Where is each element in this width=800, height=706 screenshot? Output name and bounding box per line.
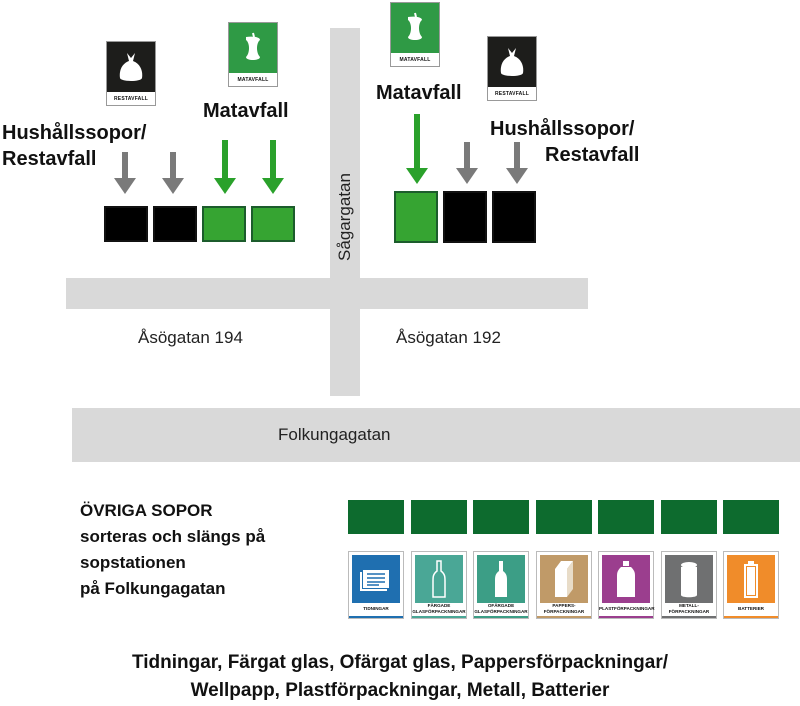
colored-glass-bottle-icon xyxy=(415,555,463,603)
heading-matavfall-left: Matavfall xyxy=(203,100,289,122)
station-sign-caption xyxy=(724,606,778,613)
clear-glass-bottle-icon xyxy=(477,555,525,603)
bin-restavfall-right-1 xyxy=(443,191,487,243)
ovriga-line4: på Folkungagatan xyxy=(80,579,226,598)
station-sign-stripe xyxy=(599,616,653,618)
road-asogatan xyxy=(66,278,588,309)
metal-can-icon xyxy=(665,555,713,603)
bin-matavfall-left-2 xyxy=(251,206,295,242)
station-sign-caption-line2: GLASFÖRPACKNINGAR xyxy=(412,608,466,614)
station-sign-caption-line1: OFÄRGADE xyxy=(487,603,515,608)
station-sign xyxy=(661,551,717,619)
trash-bag-icon xyxy=(488,37,536,87)
road-label-folkungagatan: Folkungagatan xyxy=(278,425,391,444)
station-sign-caption-line2: FÖRPACKNINGAR xyxy=(668,608,710,614)
matavfall-sign-left xyxy=(228,22,278,87)
restavfall-sign-right xyxy=(487,36,537,101)
road-label-sagargatan: Sågargatan xyxy=(335,173,354,261)
restavfall-sign-caption: RESTAVFALL xyxy=(494,90,530,97)
road-label-asogatan-194: Åsögatan 194 xyxy=(138,328,243,347)
bin-matavfall-left-1 xyxy=(202,206,246,242)
station-sign xyxy=(598,551,654,619)
station-sign xyxy=(348,551,404,619)
matavfall-sign-caption: MATAVFALL xyxy=(237,76,269,83)
station-container xyxy=(536,500,592,534)
station-sign xyxy=(723,551,779,619)
station-container xyxy=(723,500,779,534)
station-sign-stripe xyxy=(412,616,466,618)
arrow-green-2 xyxy=(262,140,284,194)
station-sign-caption-line2: GLASFÖRPACKNINGAR xyxy=(474,608,528,614)
station-container xyxy=(411,500,467,534)
station-sign-caption xyxy=(474,603,528,615)
apple-core-icon xyxy=(391,3,439,53)
station-sign-caption xyxy=(599,606,653,613)
matavfall-sign-caption: MATAVFALL xyxy=(399,56,431,63)
station-sign-caption-line1: BATTERIER xyxy=(738,606,764,611)
station-sign-caption-line1: FÄRGADE xyxy=(427,603,451,608)
station-sign-stripe xyxy=(474,616,528,618)
heading-restavfall-left-line1: Hushållssopor/ xyxy=(2,122,147,144)
arrow-grey-2 xyxy=(162,152,184,194)
battery-icon xyxy=(727,555,775,603)
restavfall-sign-left xyxy=(106,41,156,106)
station-sign-caption xyxy=(537,603,591,615)
station-sign-stripe xyxy=(537,616,591,618)
station-container xyxy=(598,500,654,534)
station-sign-caption xyxy=(412,603,466,615)
station-container xyxy=(348,500,404,534)
station-sign-caption-line1: PAPPERS- xyxy=(552,603,576,608)
footer-line2: Wellpapp, Plastförpackningar, Metall, Batterier xyxy=(190,680,610,701)
arrow-grey-3 xyxy=(456,142,478,184)
heading-restavfall-left-line2: Restavfall xyxy=(2,148,97,170)
station-sign-caption xyxy=(662,603,716,615)
trash-bag-icon xyxy=(107,42,155,92)
bin-matavfall-right-1 xyxy=(394,191,438,243)
heading-matavfall-right: Matavfall xyxy=(376,82,462,104)
apple-core-icon xyxy=(229,23,277,73)
station-container xyxy=(661,500,717,534)
footer-line1: Tidningar, Färgat glas, Ofärgat glas, Pappersförpackningar/ xyxy=(131,652,668,673)
station-sign-stripe xyxy=(349,616,403,618)
road-label-asogatan-192: Åsögatan 192 xyxy=(396,328,501,347)
station-sign xyxy=(411,551,467,619)
station-sign-caption-line1: TIDNINGAR xyxy=(363,606,389,611)
bin-restavfall-left-1 xyxy=(104,206,148,242)
arrow-green-3 xyxy=(406,114,428,184)
ovriga-line3: sopstationen xyxy=(80,553,186,572)
arrow-grey-1 xyxy=(114,152,136,194)
station-container xyxy=(473,500,529,534)
arrow-green-1 xyxy=(214,140,236,194)
station-sign-caption-line1: METALL- xyxy=(679,603,699,608)
heading-restavfall-right-line2: Restavfall xyxy=(545,144,640,166)
ovriga-title: ÖVRIGA SOPOR xyxy=(80,501,213,520)
matavfall-sign-right xyxy=(390,2,440,67)
newspaper-icon xyxy=(352,555,400,603)
ovriga-line2: sorteras och slängs på xyxy=(80,527,266,546)
bin-restavfall-right-2 xyxy=(492,191,536,243)
road-folkungagatan xyxy=(72,408,800,462)
station-sign-stripe xyxy=(724,616,778,618)
paper-carton-icon xyxy=(540,555,588,603)
station-sign-caption-line1: PLASTFÖRPACKNINGAR xyxy=(599,606,655,611)
arrow-grey-4 xyxy=(506,142,528,184)
station-sign-caption-line2: FÖRPACKNINGAR xyxy=(543,608,585,614)
station-sign xyxy=(536,551,592,619)
plastic-bottle-icon xyxy=(602,555,650,603)
heading-restavfall-right-line1: Hushållssopor/ xyxy=(490,118,635,140)
station-sign-stripe xyxy=(662,616,716,618)
restavfall-sign-caption: RESTAVFALL xyxy=(113,95,149,102)
station-sign-caption xyxy=(349,606,403,613)
bin-restavfall-left-2 xyxy=(153,206,197,242)
station-sign xyxy=(473,551,529,619)
